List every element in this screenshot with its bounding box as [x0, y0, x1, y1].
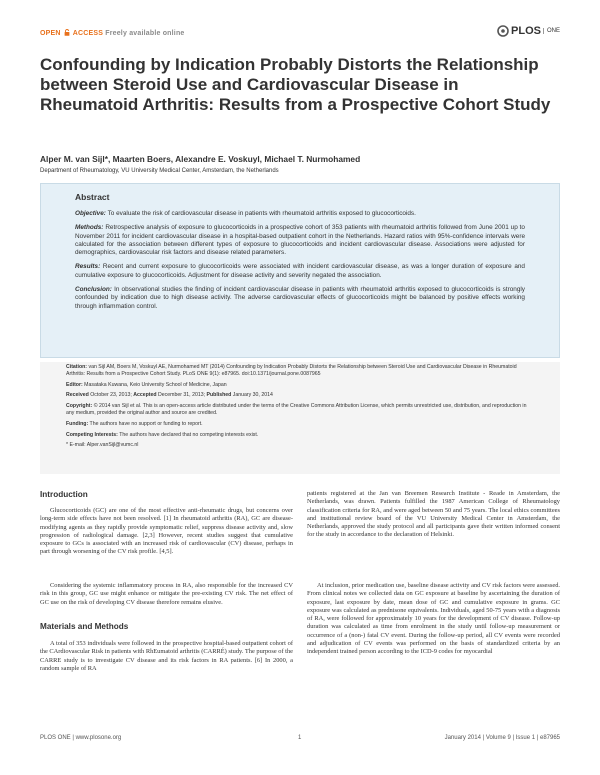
methods-paragraph-1: A total of 353 individuals were followed in the prospective hospital-based outpatient cohort of the CArdiovascular Risk in patients with RhEumatoid arthritis (CARRÉ) study. The purpose of the CARRE study is to investigate CV disease and its risk factors in RA patients. [6] In 2000, a random sample of RA [40, 640, 293, 672]
funding-text: The authors have no support or funding to report. [89, 420, 203, 427]
copyright-text: © 2014 van Sijl et al. This is an open-access article distributed under the terms of the Creative Commons Attribution License, which permits unrestricted use, distribution, and reproduction in any medium, provided the original author and source are credited. [66, 403, 527, 416]
competing-text: The authors have declared that no competing interests exist. [119, 431, 259, 438]
abstract-objective [75, 210, 525, 218]
access-label: ACCESS [72, 30, 104, 37]
competing-label: Competing Interests: [66, 431, 118, 438]
one-label: ONE [543, 28, 560, 34]
copyright-label: Copyright: [66, 403, 93, 410]
methods-paragraph-3: At inclusion, prior medication use, baseline disease activity and CV risk factors were assessed. From clinical notes we collected data on GC exposure at baseline by ascertaining the duration of exposure, last exposure by date, mean dose of GC and cumulative exposure in grams. GC exposure was calculated as prednisone equivalents. Individuals, aged 50-75 years with a diagnosis of RA, were followed for approximately 10 years for the development of CV disease. Follow-up duration was calculated as time from enrolment in the study until follow-up measurement or occurrence of a (non-) fatal CV event. During the follow-up period, all CV events were recorded and adjudication of CV events was performed on the basis of standardized criteria by an independent trained person according to the ICD-9 codes for myocardial [307, 582, 560, 656]
footer-journal: PLOS ONE | www.plosone.org [40, 735, 122, 741]
abstract-box [40, 183, 560, 358]
introduction-heading: Introduction [40, 490, 88, 499]
copyright [66, 403, 534, 417]
methods-paragraph-2: patients registered at the Jan van Breemen Research Institute - Reade in Amsterdam, the Netherlands, was drawn. Patients fulfilled the 1987 American College of Rheumatology classification criteria for RA, and were aged between 50 and 75 years. The local ethics committees and institutional review board of the VU University Medical Center in Amsterdam, the Netherlands, approved the study protocol and all participants gave their written informed consent for the study in accordance to the declaration of Helsinki. [307, 490, 560, 539]
intro-paragraph-2: Considering the systemic inflammatory process in RA, also responsible for the increased CV risk in this group, GC use might enhance or mitigate the pre-existing CV risk. The net effect of GC use on the risk of developing CV disease therefore remains elusive. [40, 582, 293, 606]
results-label: Results: [75, 263, 101, 271]
objective-label: Objective: [75, 210, 106, 217]
intro-paragraph-1: Glucocorticoids (GC) are one of the most effective anti-rheumatic drugs, but concerns over long-term side effects have not been resolved. [1] In rheumatoid arthritis (RA), GC are disease-modifying agents as they rapidly provide symptomatic relief, suppress disease activity and, slow progression of radiological damage. [2,3] However, recent studies suggest that cumulative exposure to GCs is associated with an increased risk of cardiovascular (CV) disease, perhaps in part through worsening of the CV risk profile. [4,5]. [40, 507, 293, 556]
received-label: Received [66, 392, 89, 399]
affiliation: Department of Rheumatology, VU University Medical Center, Amsterdam, the Netherlands [40, 168, 279, 174]
citation [66, 364, 534, 378]
abstract-heading: Abstract [75, 192, 110, 202]
author-list: Alper M. van Sijl*, Maarten Boers, Alexandre E. Voskuyl, Michael T. Nurmohamed [40, 154, 361, 164]
published-label: Published [206, 392, 232, 399]
plos-name: PLOS [511, 25, 541, 37]
conclusion-label: Conclusion: [75, 286, 112, 294]
freely-available-label: Freely available online [105, 30, 185, 37]
funding-label: Funding: [66, 420, 89, 427]
page-number: 1 [298, 735, 302, 741]
abstract-conclusion [75, 286, 525, 311]
accepted-label: Accepted [133, 392, 157, 399]
editor [66, 382, 534, 389]
published-date: January 30, 2014 [232, 392, 273, 399]
article-title: Confounding by Indication Probably Distorts the Relationship between Steroid Use and Cardiovascular Disease in Rheumatoid Arthritis: Results from a Prospective Cohort Study [40, 55, 551, 114]
citation-label: Citation: [66, 364, 88, 370]
competing-interests [66, 432, 534, 439]
citation-text: van Sijl AM, Boers M, Voskuyl AE, Nurmohamed MT (2014) Confounding by Indication Probably Distorts the Relationship between Steroid Use and Cardiovascular Disease in Rheumatoid Arthritis: Results from a Prospective Cohort Study. PLoS ONE 9(1): e87965. doi:10.1371/journal.pone.0087965 [66, 364, 517, 377]
editor-label: Editor: [66, 381, 83, 388]
abstract-methods [75, 224, 525, 257]
methods-text: Retrospective analysis of exposure to glucocorticoids in a prospective cohort of 353 patients with rheumatoid arthritis followed from June 2001 up to November 2011 for incident cardiovascular disease in a hospital-based outpatient cohort in the Netherlands. Hazard ratios with 95%-confidence intervals were calculated for the association between different types of exposure to glucocorticoids and incident cardiovascular disease. Associations were adjusted for demographics, cardiovascular risk factors and disease related parameters. [75, 224, 525, 257]
page-footer [40, 735, 560, 745]
article-metadata [40, 362, 560, 474]
abstract-results [75, 263, 525, 280]
plos-one-logo [497, 25, 560, 37]
contact-email[interactable]: * E-mail: Alper.vanSijl@vumc.nl [66, 442, 139, 449]
accepted-date: December 31, 2013; [158, 392, 206, 399]
open-label: OPEN [40, 30, 61, 37]
plos-logo-icon [497, 25, 509, 37]
editor-text: Masataka Kuwana, Keio University School of Medicine, Japan [84, 381, 227, 388]
funding [66, 421, 534, 428]
methods-label: Methods: [75, 224, 104, 232]
dates [66, 392, 534, 399]
conclusion-text: In observational studies the finding of incident cardiovascular disease in patients with rheumatoid arthritis exposed to glucocorticoids is strongly confounded by indication due to high disease activity. The adverse cardiovascular effects of glucocorticoids might be balanced by positive effects working through inflammation control. [75, 286, 526, 310]
received-date: October 23, 2013; [90, 392, 132, 399]
results-text: Recent and current exposure to glucocorticoids were associated with incident cardiovascular disease, as was a longer duration of exposure and cumulative exposure to glucocorticoids. Adjustment for disease activity and severity negated the association. [75, 263, 525, 279]
footer-issue: January 2014 | Volume 9 | Issue 1 | e87965 [444, 735, 560, 741]
open-access-banner [40, 29, 185, 37]
journal-header [40, 27, 560, 43]
objective-text: To evaluate the risk of cardiovascular disease in patients with rheumatoid arthritis exposed to glucocorticoids. [107, 210, 416, 217]
open-lock-icon [64, 29, 70, 36]
methods-heading: Materials and Methods [40, 622, 129, 631]
